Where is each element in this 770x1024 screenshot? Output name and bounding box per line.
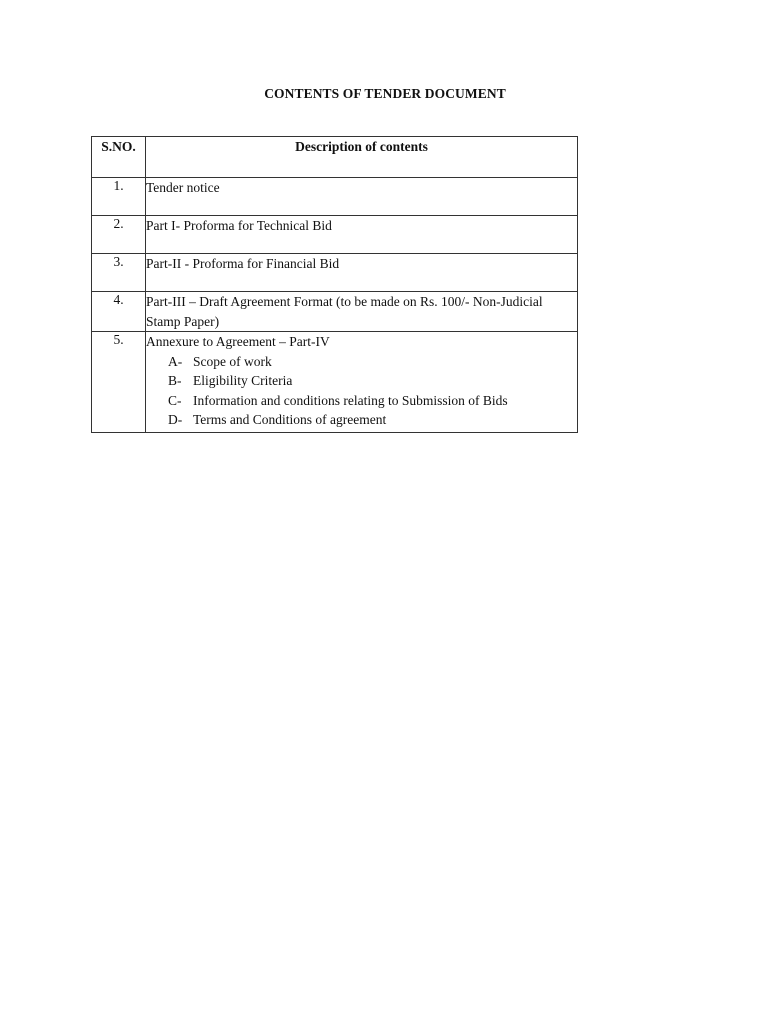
header-sno: S.NO. xyxy=(92,137,146,178)
annexure-item-letter: C- xyxy=(168,392,182,408)
row-description-annexure xyxy=(146,332,578,433)
row-description: Part-II - Proforma for Financial Bid xyxy=(146,254,578,292)
page-title: CONTENTS OF TENDER DOCUMENT xyxy=(264,86,506,101)
row-description: Part I- Proforma for Technical Bid xyxy=(146,216,578,254)
annexure-item xyxy=(168,352,577,372)
annexure-item xyxy=(168,410,577,430)
row-description: Part-III – Draft Agreement Format (to be made on Rs. 100/- Non-Judicial Stamp Paper) xyxy=(146,292,578,332)
table-header-row xyxy=(92,137,578,178)
table-row xyxy=(92,178,578,216)
row-sno: 4. xyxy=(92,292,146,332)
annexure-item-text: Terms and Conditions of agreement xyxy=(193,412,387,427)
annexure-item-letter: D- xyxy=(168,412,183,427)
table-row xyxy=(92,254,578,292)
table-row xyxy=(92,292,578,332)
header-description: Description of contents xyxy=(146,137,578,178)
table-row xyxy=(92,216,578,254)
annexure-item-text: Eligibility Criteria xyxy=(193,373,293,388)
annexure-list xyxy=(146,352,577,430)
row-description: Tender notice xyxy=(146,178,578,216)
annexure-item xyxy=(168,391,577,411)
annexure-item-text: Information and conditions relating to Submission of Bids xyxy=(193,392,508,408)
row-sno: 5. xyxy=(92,332,146,433)
contents-table xyxy=(91,136,578,433)
row-sno: 2. xyxy=(92,216,146,254)
annexure-item-text: Scope of work xyxy=(193,353,272,369)
row-sno: 1. xyxy=(92,178,146,216)
annexure-item xyxy=(168,371,577,391)
table-row xyxy=(92,332,578,433)
annexure-item-letter: B- xyxy=(168,373,182,388)
annexure-item-letter: A- xyxy=(168,353,183,369)
annexure-heading: Annexure to Agreement – Part-IV xyxy=(146,334,330,349)
row-sno: 3. xyxy=(92,254,146,292)
